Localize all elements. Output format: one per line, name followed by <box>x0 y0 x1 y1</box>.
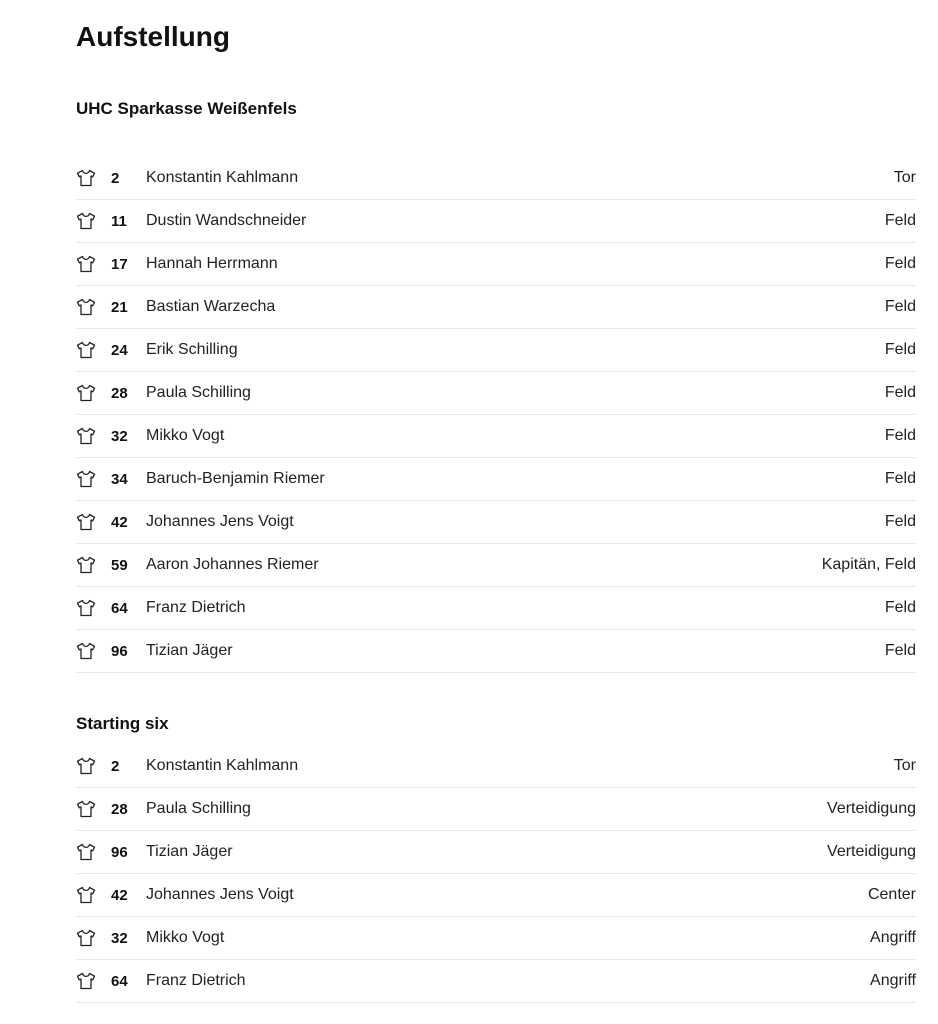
shirt-icon <box>76 800 98 818</box>
player-name: Mikko Vogt <box>146 929 225 946</box>
player-name: Konstantin Kahlmann <box>146 757 299 774</box>
player-position: Center <box>867 886 916 903</box>
player-position: Feld <box>884 341 916 358</box>
player-row <box>76 917 916 960</box>
shirt-icon <box>76 255 98 273</box>
player-number: 42 <box>111 886 128 904</box>
player-row <box>76 745 916 788</box>
player-row <box>76 831 916 874</box>
player-position: Feld <box>884 427 916 444</box>
player-number: 96 <box>111 843 128 861</box>
player-number: 32 <box>111 929 128 947</box>
player-number: 2 <box>111 757 120 775</box>
player-position: Tor <box>893 757 916 774</box>
roster-list <box>76 157 916 673</box>
player-position: Feld <box>884 599 916 616</box>
player-row <box>76 544 916 587</box>
player-number: 96 <box>111 642 128 660</box>
player-name: Mikko Vogt <box>146 427 225 444</box>
player-name: Franz Dietrich <box>146 972 246 989</box>
shirt-icon <box>76 169 98 187</box>
player-number: 42 <box>111 513 128 531</box>
player-position: Verteidigung <box>827 843 916 860</box>
player-number: 11 <box>111 212 127 230</box>
player-row <box>76 415 916 458</box>
shirt-icon <box>76 972 98 990</box>
player-position: Verteidigung <box>827 800 916 817</box>
player-position: Kapitän, Feld <box>821 556 916 573</box>
player-position: Feld <box>884 212 916 229</box>
shirt-icon <box>76 212 98 230</box>
player-number: 17 <box>111 255 128 273</box>
page-title: Aufstellung <box>76 21 230 52</box>
player-name: Hannah Herrmann <box>146 255 278 272</box>
player-position: Feld <box>884 384 916 401</box>
player-name: Tizian Jäger <box>146 843 233 860</box>
shirt-icon <box>76 929 98 947</box>
player-number: 28 <box>111 800 128 818</box>
team-title: UHC Sparkasse Weißenfels <box>76 99 297 118</box>
player-row <box>76 960 916 1003</box>
player-name: Bastian Warzecha <box>146 298 276 315</box>
player-position: Angriff <box>870 972 916 989</box>
starting-six-list <box>76 745 916 1003</box>
player-row <box>76 630 916 673</box>
player-name: Franz Dietrich <box>146 599 246 616</box>
shirt-icon <box>76 298 98 316</box>
player-number: 59 <box>111 556 128 574</box>
player-position: Tor <box>893 169 916 186</box>
player-name: Aaron Johannes Riemer <box>146 556 319 573</box>
shirt-icon <box>76 886 98 904</box>
player-name: Paula Schilling <box>146 800 251 817</box>
player-row <box>76 200 916 243</box>
player-row <box>76 788 916 831</box>
lineup-panel <box>76 0 916 1003</box>
player-number: 21 <box>111 298 128 316</box>
player-row <box>76 458 916 501</box>
player-number: 2 <box>111 169 120 187</box>
shirt-icon <box>76 599 98 617</box>
player-row <box>76 587 916 630</box>
player-position: Feld <box>884 298 916 315</box>
player-name: Erik Schilling <box>146 341 238 358</box>
player-number: 32 <box>111 427 128 445</box>
player-row <box>76 243 916 286</box>
player-name: Konstantin Kahlmann <box>146 169 299 186</box>
player-position: Feld <box>884 642 916 659</box>
player-position: Feld <box>884 470 916 487</box>
player-number: 64 <box>111 599 128 617</box>
player-position: Angriff <box>870 929 916 946</box>
shirt-icon <box>76 427 98 445</box>
player-position: Feld <box>884 255 916 272</box>
player-name: Johannes Jens Voigt <box>146 513 294 530</box>
shirt-icon <box>76 642 98 660</box>
player-number: 64 <box>111 972 128 990</box>
shirt-icon <box>76 556 98 574</box>
player-name: Tizian Jäger <box>146 642 233 659</box>
player-row <box>76 329 916 372</box>
shirt-icon <box>76 470 98 488</box>
player-position: Feld <box>884 513 916 530</box>
player-row <box>76 157 916 200</box>
player-name: Dustin Wandschneider <box>146 212 307 229</box>
player-row <box>76 286 916 329</box>
shirt-icon <box>76 843 98 861</box>
shirt-icon <box>76 341 98 359</box>
player-row <box>76 501 916 544</box>
shirt-icon <box>76 513 98 531</box>
starting-six-title: Starting six <box>76 714 169 733</box>
player-number: 34 <box>111 470 128 488</box>
player-row <box>76 372 916 415</box>
player-name: Baruch-Benjamin Riemer <box>146 470 325 487</box>
shirt-icon <box>76 384 98 402</box>
player-name: Paula Schilling <box>146 384 251 401</box>
player-number: 24 <box>111 341 128 359</box>
player-name: Johannes Jens Voigt <box>146 886 294 903</box>
player-number: 28 <box>111 384 128 402</box>
shirt-icon <box>76 757 98 775</box>
player-row <box>76 874 916 917</box>
